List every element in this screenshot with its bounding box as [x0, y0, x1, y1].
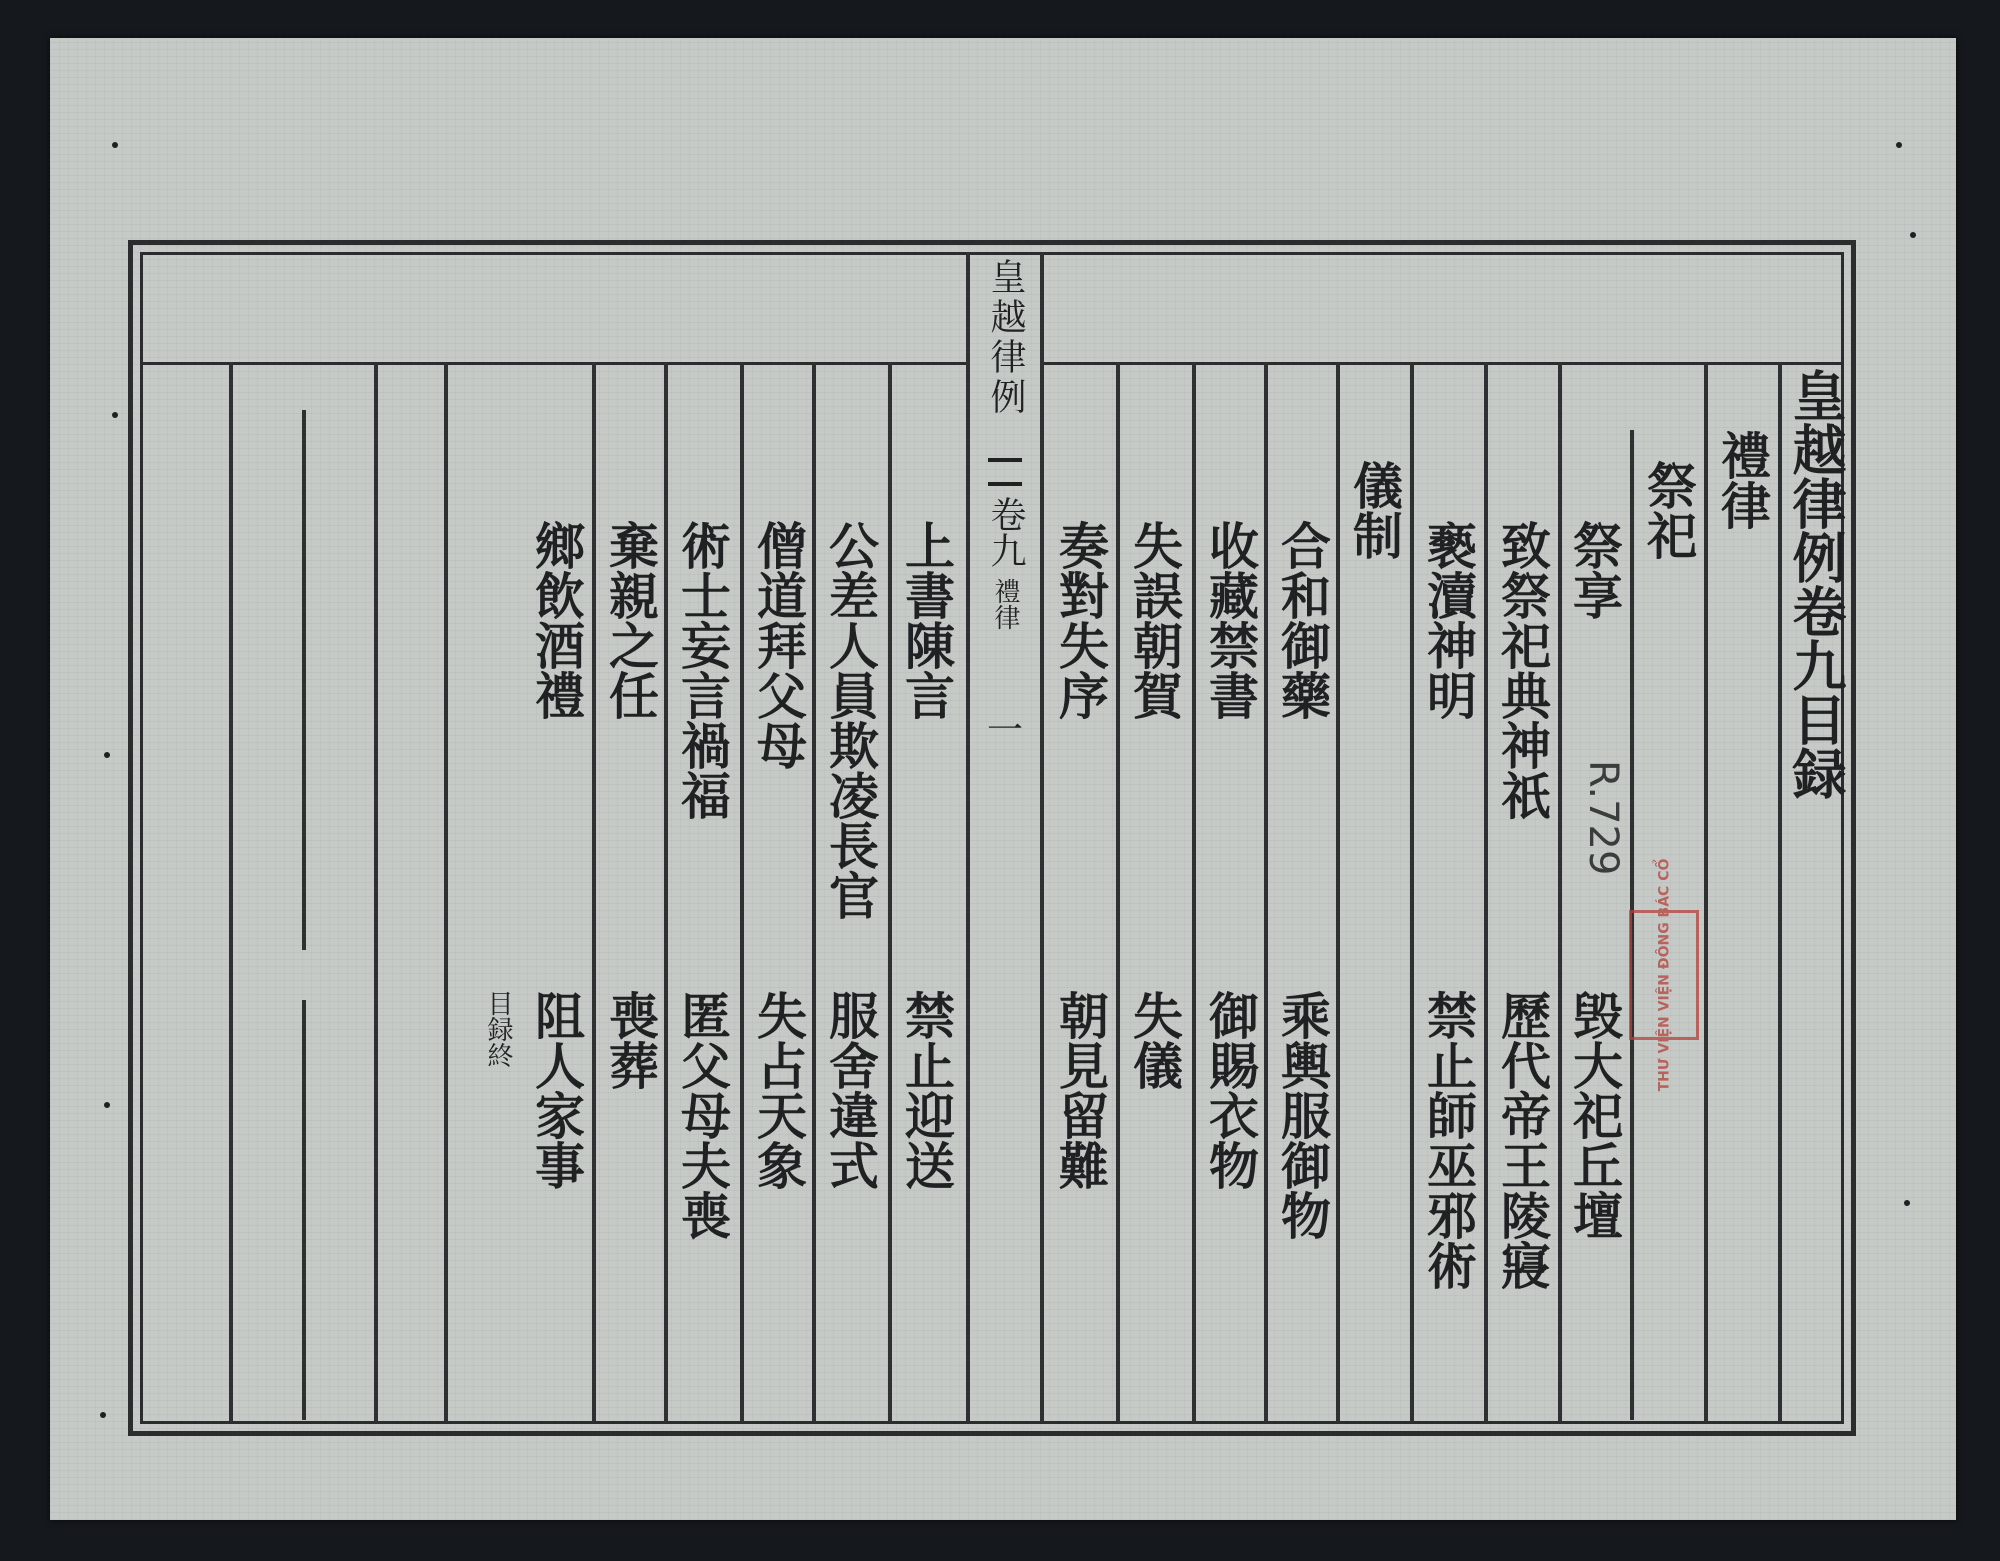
column-entry: 鄉飲酒禮 — [527, 520, 586, 720]
column-entry-lower: 毁大祀丘壇 — [1565, 990, 1624, 1240]
banner-title: 皇越律例 — [985, 258, 1026, 418]
binding-hole — [112, 142, 118, 148]
binding-hole — [100, 1412, 106, 1418]
column-rule — [302, 410, 306, 950]
column-entry-lower: 禁止師巫邪術 — [1419, 990, 1478, 1290]
fish-tail-mark — [988, 458, 1022, 462]
banner-center — [972, 258, 1038, 752]
column-entry: 收藏禁書 — [1201, 520, 1260, 720]
binding-hole — [104, 752, 110, 758]
header-rule-right — [1043, 362, 1841, 365]
column-entry-lower: 失儀 — [1125, 990, 1184, 1090]
column-entry: 失誤朝賀 — [1125, 520, 1184, 720]
banner-page-number: 一 — [986, 710, 1023, 751]
column-entry: 祭享 — [1565, 520, 1624, 620]
column-subsection-heading: 儀制 — [1345, 460, 1404, 560]
library-stamp: THƯ VIỆN VIỆN ĐÔNG BÁC CỔ — [1629, 910, 1699, 1040]
column-rule — [302, 1000, 306, 1420]
column-rule — [966, 252, 970, 1422]
banner-section: 禮律 — [990, 578, 1020, 630]
column-entry: 合和御藥 — [1273, 520, 1332, 720]
column-entry-lower: 御賜衣物 — [1201, 990, 1260, 1190]
binding-hole — [1896, 142, 1902, 148]
binding-hole — [1904, 1200, 1910, 1206]
column-entry: 棄親之任 — [601, 520, 660, 720]
column-rule — [444, 362, 448, 1422]
binding-hole — [1910, 232, 1916, 238]
column-entry: 致祭祀典神祇 — [1493, 520, 1552, 820]
binding-hole — [104, 1102, 110, 1108]
fish-tail-mark — [988, 482, 1022, 486]
column-section-heading: 禮律 — [1713, 430, 1772, 530]
column-rule — [1040, 252, 1044, 1422]
column-entry-lower: 喪葬 — [601, 990, 660, 1090]
shelfmark-annotation: R.729 — [1580, 760, 1626, 876]
column-entry-lower: 服舍違式 — [821, 990, 880, 1190]
column-entry-lower: 匿父母夫喪 — [673, 990, 732, 1240]
binding-hole — [112, 412, 118, 418]
column-entry-lower: 朝見留難 — [1051, 990, 1110, 1190]
column-entry-lower: 禁止迎送 — [897, 990, 956, 1190]
column-entry-lower: 歷代帝王陵寢 — [1493, 990, 1552, 1290]
column-subsection-heading: 祭祀 — [1639, 460, 1698, 560]
column-rule — [374, 362, 378, 1422]
column-entry: 奏對失序 — [1051, 520, 1110, 720]
column-entry-lower: 失占天象 — [749, 990, 808, 1190]
header-rule-left — [143, 362, 967, 365]
column-entry: 公差人員欺凌長官 — [821, 520, 880, 920]
column-entry: 上書陳言 — [897, 520, 956, 720]
column-entry: 褻瀆神明 — [1419, 520, 1478, 720]
column-entry-lower: 阻人家事 — [527, 990, 586, 1190]
end-of-contents-note: 目録終 — [483, 990, 513, 1068]
column-entry: 僧道拜父母 — [749, 520, 808, 770]
column-rule — [229, 362, 233, 1422]
column-entry-lower: 乘輿服御物 — [1273, 990, 1332, 1240]
banner-volume: 卷九 — [985, 496, 1026, 568]
column-entry: 術士妄言禍福 — [673, 520, 732, 820]
column-volume-title: 皇越律例卷九目録 — [1784, 368, 1848, 800]
